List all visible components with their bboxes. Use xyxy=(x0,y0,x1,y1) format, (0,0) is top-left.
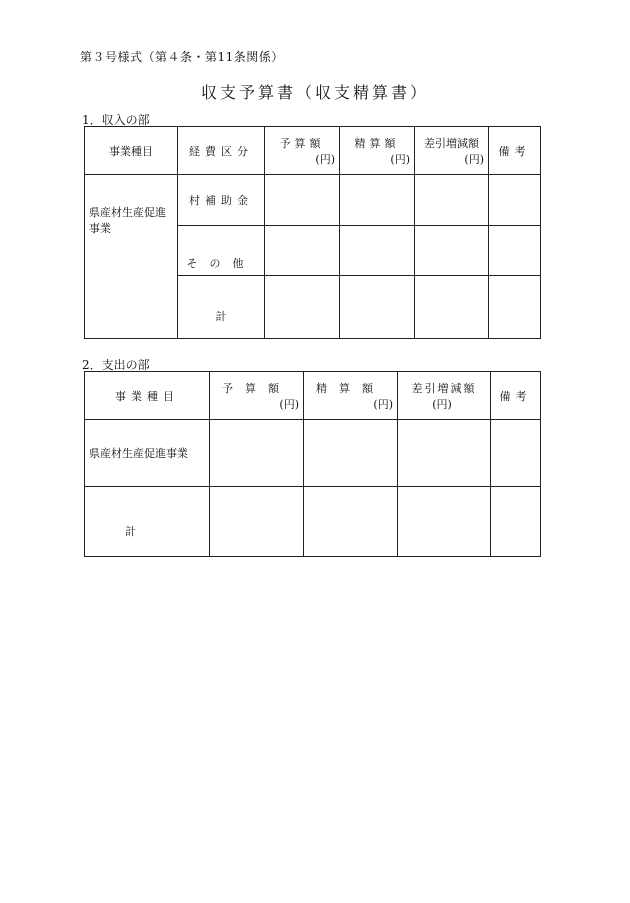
row-label-village-subsidy: 村補助金 xyxy=(178,175,265,226)
project-name-cell: 県産材生産促進事業 xyxy=(85,420,210,487)
budget-cell[interactable] xyxy=(265,226,340,276)
income-table xyxy=(84,126,541,339)
col-remarks-header: 備考 xyxy=(491,372,541,420)
col-difference-header: 差引増減額 (円) xyxy=(415,127,489,175)
budget-cell[interactable] xyxy=(265,175,340,226)
budget-cell[interactable] xyxy=(210,487,304,557)
col-project-header: 事業種目 xyxy=(85,372,210,420)
budget-cell[interactable] xyxy=(265,276,340,339)
table-row xyxy=(85,420,541,487)
settlement-cell[interactable] xyxy=(304,420,398,487)
unit-label: (円) xyxy=(464,152,484,166)
remarks-cell[interactable] xyxy=(489,276,541,339)
table-row xyxy=(85,175,541,226)
col-difference-header: 差引増減額 (円) xyxy=(398,372,491,420)
row-label-total: 計 xyxy=(178,276,265,339)
col-category-header: 経費区分 xyxy=(178,127,265,175)
remarks-cell[interactable] xyxy=(489,175,541,226)
settlement-cell[interactable] xyxy=(340,175,415,226)
unit-label: (円) xyxy=(390,152,410,166)
difference-cell[interactable] xyxy=(415,276,489,339)
col-remarks-header: 備考 xyxy=(489,127,541,175)
unit-label: (円) xyxy=(315,152,335,166)
expense-header-row xyxy=(85,372,541,420)
col-project-header: 事業種目 xyxy=(85,127,178,175)
col-budget-header: 予算額 (円) xyxy=(265,127,340,175)
remarks-cell[interactable] xyxy=(491,420,541,487)
expense-table xyxy=(84,371,541,557)
settlement-cell[interactable] xyxy=(304,487,398,557)
income-header-row xyxy=(85,127,541,175)
settlement-cell[interactable] xyxy=(340,276,415,339)
budget-cell[interactable] xyxy=(210,420,304,487)
col-settlement-header: 精算額 (円) xyxy=(340,127,415,175)
row-label-other: その他 xyxy=(178,226,265,276)
difference-cell[interactable] xyxy=(415,175,489,226)
difference-cell[interactable] xyxy=(415,226,489,276)
project-name-cell: 県産材生産促進事業 xyxy=(85,175,178,339)
form-number: 第３号様式（第４条・第11条関係） xyxy=(80,50,284,64)
row-label-total: 計 xyxy=(85,487,210,557)
remarks-cell[interactable] xyxy=(491,487,541,557)
settlement-cell[interactable] xyxy=(340,226,415,276)
col-budget-header: 予算額 (円) xyxy=(210,372,304,420)
remarks-cell[interactable] xyxy=(489,226,541,276)
expense-section-label: 2．支出の部 xyxy=(82,358,150,372)
col-settlement-header: 精算額 (円) xyxy=(304,372,398,420)
difference-cell[interactable] xyxy=(398,487,491,557)
table-row xyxy=(85,487,541,557)
difference-cell[interactable] xyxy=(398,420,491,487)
unit-label: (円) xyxy=(432,397,452,411)
income-section-label: 1．収入の部 xyxy=(82,113,150,127)
unit-label: (円) xyxy=(373,397,393,411)
document-title: 収支予算書（収支精算書） xyxy=(200,83,429,102)
unit-label: (円) xyxy=(279,397,299,411)
